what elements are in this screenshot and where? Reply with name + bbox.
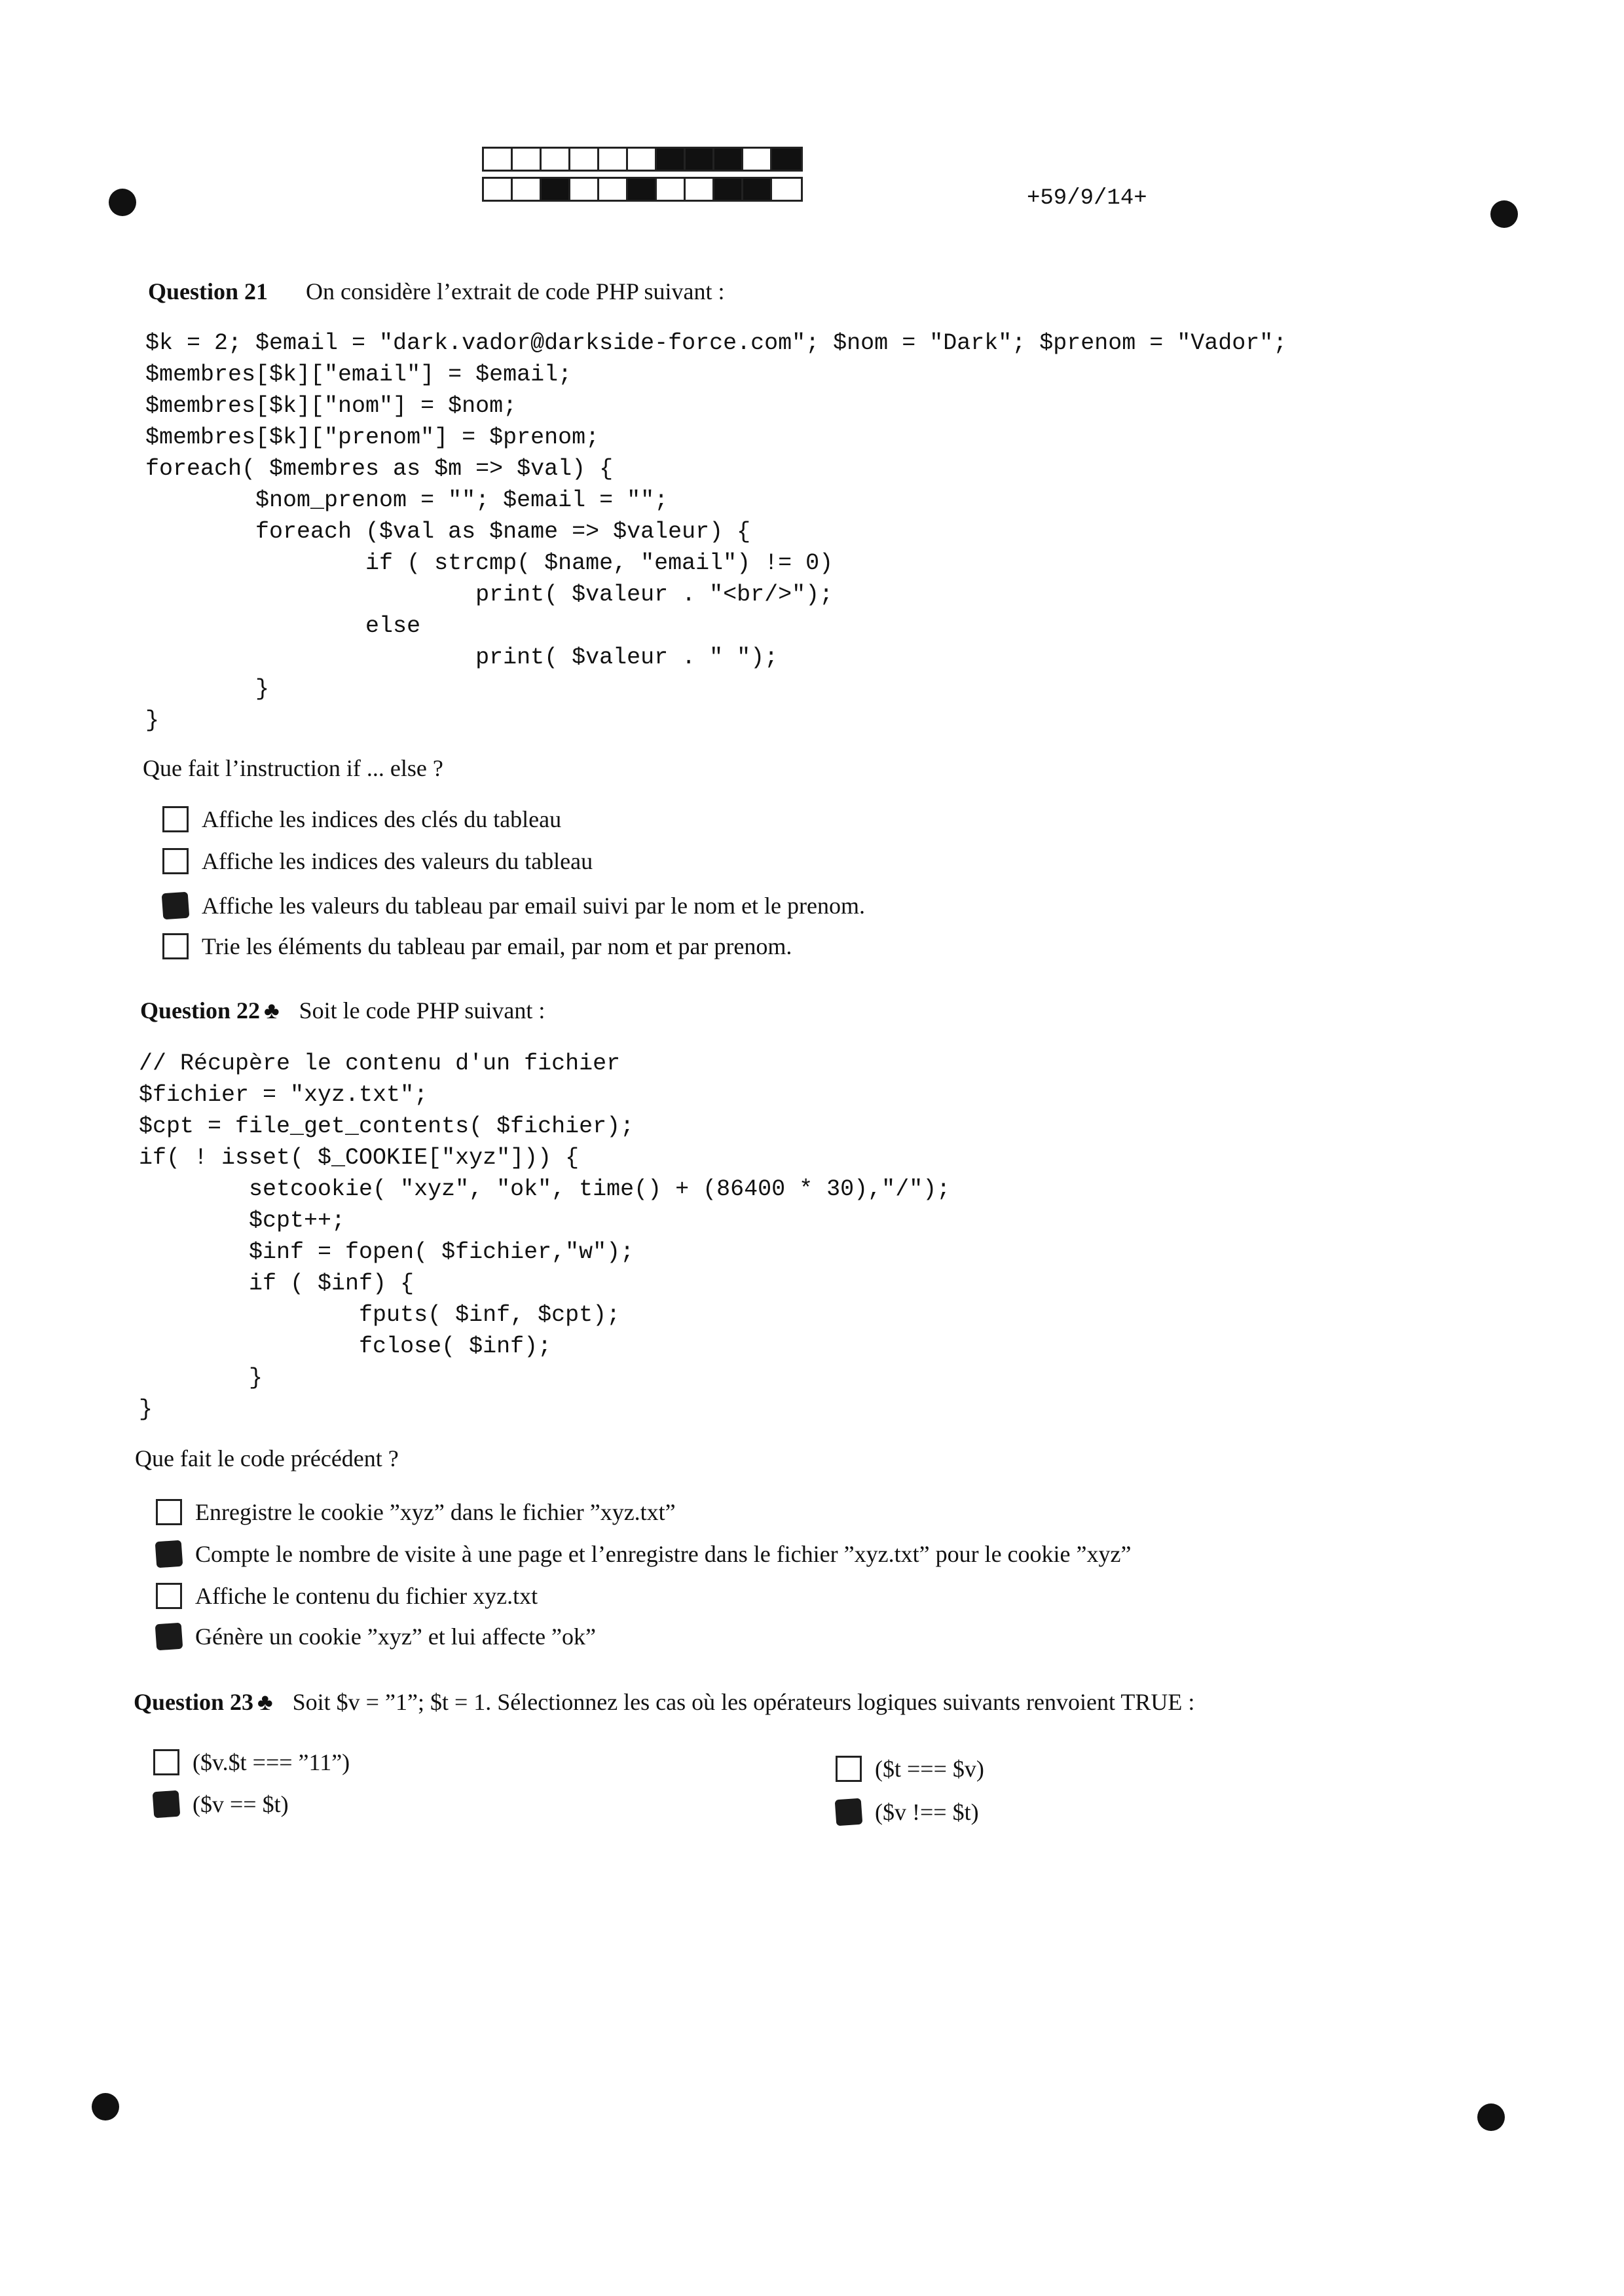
q22-checkbox-4[interactable] [155, 1623, 183, 1651]
barcode-cell [513, 149, 542, 170]
barcode-cell [628, 149, 657, 170]
q22-checkbox-3[interactable] [156, 1583, 182, 1609]
q22-option-4-label: Génère un cookie ”xyz” et lui affecte ”ok” [195, 1623, 596, 1650]
barcode-cell [743, 149, 772, 170]
q23-option-1[interactable] [153, 1749, 350, 1776]
q23-intro: Soit $v = ”1”; $t = 1. Sélectionnez les cas où les opérateurs logiques suivants renvoient TRUE : [292, 1689, 1195, 1715]
registration-mark-top-left [109, 189, 136, 216]
barcode-cell [513, 179, 542, 200]
barcode-cell [686, 149, 714, 170]
q22-label: Question 22 [140, 997, 261, 1024]
club-icon: ♣ [257, 1689, 273, 1715]
barcode-cell [772, 149, 801, 170]
q23-option-3[interactable] [836, 1755, 984, 1783]
q23-checkbox-4[interactable] [835, 1798, 863, 1826]
registration-mark-bottom-right [1477, 2103, 1505, 2131]
barcode-cell [714, 179, 743, 200]
barcode-cell [657, 149, 686, 170]
q22-intro: Soit le code PHP suivant : [299, 997, 545, 1024]
q22-option-3-label: Affiche le contenu du fichier xyz.txt [195, 1583, 538, 1609]
q22-option-2[interactable] [156, 1540, 1131, 1568]
q21-heading [148, 278, 725, 305]
q21-option-2[interactable] [162, 847, 593, 875]
barcode-cell [714, 149, 743, 170]
q23-option-4-label: ($v !== $t) [875, 1799, 979, 1825]
barcode-row-2 [482, 177, 803, 202]
q21-option-3-label: Affiche les valeurs du tableau par email suivi par le nom et le prenom. [202, 893, 865, 919]
q23-heading [134, 1688, 1194, 1716]
q23-checkbox-3[interactable] [836, 1756, 862, 1782]
q22-heading [140, 997, 545, 1024]
registration-mark-top-right [1490, 200, 1518, 228]
barcode-cell [743, 179, 772, 200]
club-icon: ♣ [264, 997, 280, 1024]
q21-option-3[interactable] [162, 892, 865, 919]
barcode-cell [484, 149, 513, 170]
q21-code: $k = 2; $email = "dark.vador@darkside-force.com"; $nom = "Dark"; $prenom = "Vador"; $membres[$k]["email"] = $email; $membres[$k]["nom"] = $nom; $membres[$k]["prenom"] = $prenom; foreach( $membres as $m => $val) { $nom_prenom = ""; $email = ""; foreach ($val as $name => $valeur) { if ( strcmp( $name, "email") != 0) print( $valeur . "<br/>"); else print( $valeur . " "); } } [145, 330, 1287, 733]
q21-checkbox-4[interactable] [162, 933, 189, 959]
q22-checkbox-1[interactable] [156, 1499, 182, 1525]
q21-checkbox-1[interactable] [162, 806, 189, 832]
barcode-cell [772, 179, 801, 200]
q22-option-1[interactable] [156, 1498, 676, 1526]
q21-option-4[interactable] [162, 933, 792, 960]
q22-option-4[interactable] [156, 1623, 596, 1650]
q21-intro: On considère l’extrait de code PHP suivant : [306, 278, 725, 305]
barcode-cell [484, 179, 513, 200]
barcode-cell [628, 179, 657, 200]
barcode-cell [542, 179, 570, 200]
barcode-cell [542, 149, 570, 170]
page-code: +59/9/14+ [1027, 186, 1147, 211]
barcode-cell [686, 179, 714, 200]
q21-option-2-label: Affiche les indices des valeurs du tableau [202, 848, 593, 874]
q23-option-4[interactable] [836, 1798, 979, 1826]
barcode-cell [657, 179, 686, 200]
barcode-cell [570, 179, 599, 200]
barcode-row-1 [482, 147, 803, 172]
q21-option-1-label: Affiche les indices des clés du tableau [202, 806, 562, 832]
q22-option-1-label: Enregistre le cookie ”xyz” dans le fichier ”xyz.txt” [195, 1499, 676, 1525]
q23-option-2-label: ($v == $t) [193, 1791, 289, 1817]
barcode-cell [599, 149, 628, 170]
q21-option-4-label: Trie les éléments du tableau par email, par nom et par prenom. [202, 933, 792, 959]
barcode-cell [599, 179, 628, 200]
q23-checkbox-1[interactable] [153, 1749, 179, 1775]
registration-mark-bottom-left [92, 2093, 119, 2120]
q22-option-2-label: Compte le nombre de visite à une page et l’enregistre dans le fichier ”xyz.txt” pour le cookie ”xyz” [195, 1541, 1132, 1567]
q23-option-3-label: ($t === $v) [875, 1756, 984, 1782]
q22-option-3[interactable] [156, 1582, 538, 1610]
q23-checkbox-2[interactable] [153, 1790, 181, 1819]
q23-option-1-label: ($v.$t === ”11”) [193, 1749, 350, 1775]
q21-option-1[interactable] [162, 805, 561, 833]
q22-question: Que fait le code précédent ? [135, 1445, 399, 1472]
q21-question: Que fait l’instruction if ... else ? [143, 755, 443, 781]
barcode-cell [570, 149, 599, 170]
q21-label: Question 21 [148, 278, 268, 305]
q22-checkbox-2[interactable] [155, 1540, 183, 1568]
q21-checkbox-3[interactable] [162, 892, 190, 920]
q21-checkbox-2[interactable] [162, 848, 189, 874]
q23-label: Question 23 [134, 1689, 254, 1715]
q22-code: // Récupère le contenu d'un fichier $fichier = "xyz.txt"; $cpt = file_get_contents( $fichier); if( ! isset( $_COOKIE["xyz"])) { setcookie( "xyz", "ok", time() + (86400 * 30),"/"); $cpt++; $inf = fopen( $fichier,"w"); if ( $inf) { fputs( $inf, $cpt); fclose( $inf); } } [139, 1050, 951, 1422]
q23-option-2[interactable] [153, 1790, 289, 1818]
